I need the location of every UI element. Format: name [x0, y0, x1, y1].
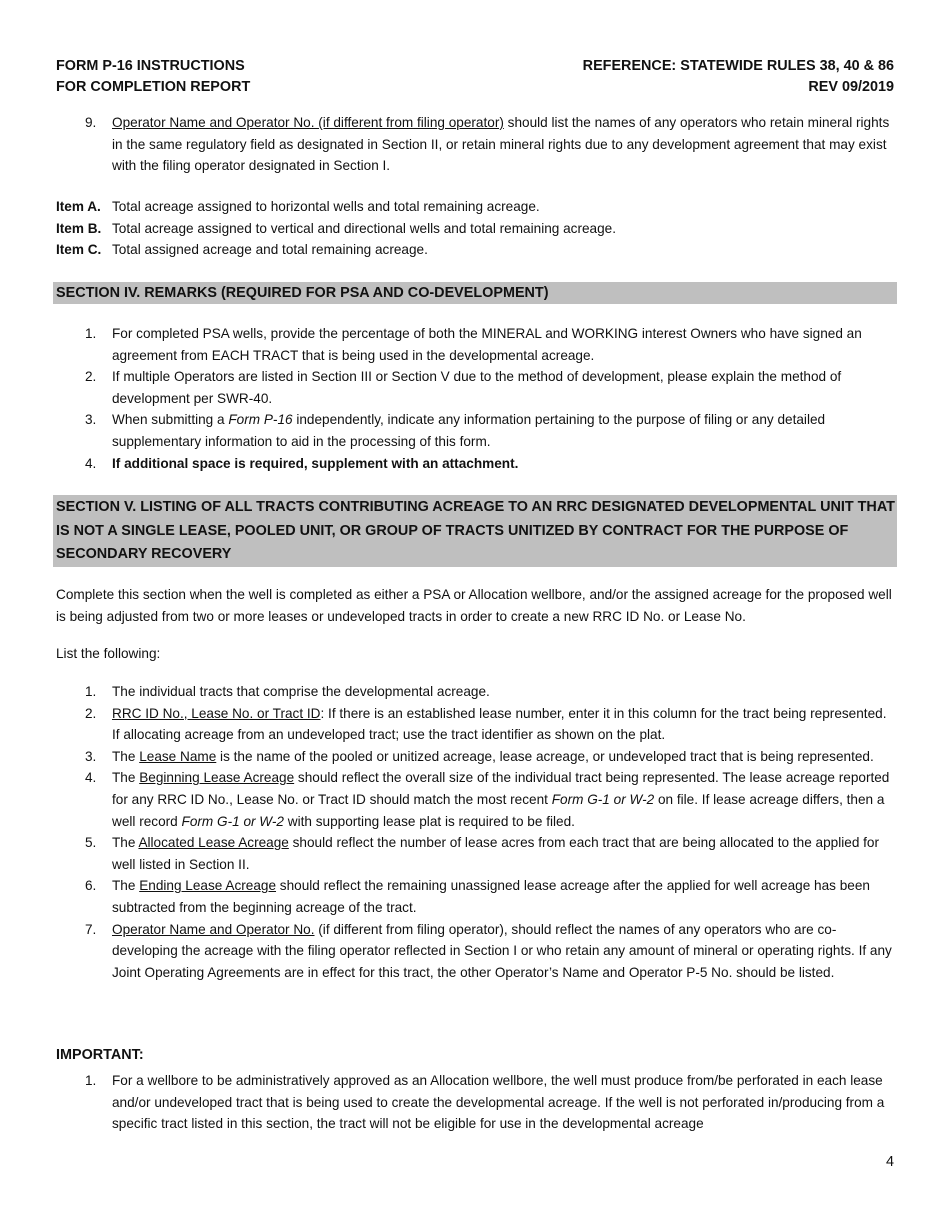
list-intro: List the following: [56, 646, 161, 661]
list-item: 4. The Beginning Lease Acreage should reflect the overall size of the individual tract being represented. The lease acreage reported for any RRC ID No., Lease No. or Tract ID should match the most recent Form G-1 or W-2 on file. If lease acreage differs, then a well record Form G-1 or W-2 with supporting lease plat is required to be filed. [85, 770, 890, 829]
section-iv-list [56, 323, 894, 474]
list-item: 4. If additional space is required, supplement with an attachment. [85, 455, 519, 471]
list-item: 5. The Allocated Lease Acreage should reflect the number of lease acres from each tract that are being allocated to the applied for well listed in Section II. [85, 835, 880, 872]
important-list [56, 1070, 894, 1135]
section-v-intro: Complete this section when the well is completed as either a PSA or Allocation wellbore, and/or the assigned acreage for the proposed well is being adjusted from two or more leases or undeveloped tracts in order to create a new RRC ID No. or Lease No. [56, 587, 892, 624]
item-9: 9. Operator Name and Operator No. (if different from filing operator) should list the names of any operators who retain mineral rights in the same regulatory field as designated in Section II, or retain mineral rights due to any development agreement that may exist with the filing operator designated in Section I. [85, 115, 890, 174]
form-title: FORM P-16 INSTRUCTIONS FOR COMPLETION REPORT [56, 58, 251, 95]
section-v-list [56, 681, 894, 983]
document-page [56, 0, 894, 1230]
section-v-heading: SECTION V. LISTING OF ALL TRACTS CONTRIBUTING ACREAGE TO AN RRC DESIGNATED DEVELOPMENTAL UNIT THAT IS NOT A SINGLE LEASE, POOLED UNIT, OR GROUP OF TRACTS UNITIZED BY CONTRACT FOR THE PURPOSE OF SECONDARY RECOVERY [53, 495, 897, 567]
list-item: 1. For a wellbore to be administratively approved as an Allocation wellbore, the well must produce from/be perforated in each lease and/or undeveloped tract that is being used to create the developmental acreage. If the well is not perforated in/producing from a specific tract listed in this section, the tract will not be eligible for use in the developmental acreage [85, 1073, 885, 1132]
section-iv-heading: SECTION IV. REMARKS (REQUIRED FOR PSA AND CO-DEVELOPMENT) [53, 282, 897, 304]
important-heading: IMPORTANT: [56, 1047, 144, 1063]
list-item: 6. The Ending Lease Acreage should reflect the remaining unassigned lease acreage after the applied for well acreage has been subtracted from the beginning acreage of the tract. [85, 878, 870, 915]
item-c: Item C. Total assigned acreage and total remaining acreage. [56, 242, 428, 258]
list-item: 2. If multiple Operators are listed in Section III or Section V due to the method of development, please explain the method of development per SWR-40. [85, 369, 842, 406]
list-item: 1. For completed PSA wells, provide the percentage of both the MINERAL and WORKING interest Owners who have signed an agreement from EACH TRACT that is being used in the developmental acreage. [85, 326, 862, 363]
item-b: Item B. Total acreage assigned to vertical and directional wells and total remaining acreage. [56, 220, 617, 236]
list-item: 7. Operator Name and Operator No. (if different from filing operator), should reflect the names of any operators who are co-developing the acreage with the filing operator reflected in Section I or who retain any amount of mineral or operating rights. If any Joint Operating Agreements are in effect for this tract, the other Operator’s Name and Operator P-5 No. should be listed. [85, 921, 892, 980]
list-item: 2. RRC ID No., Lease No. or Tract ID: If there is an established lease number, enter it in this column for the tract being represented. If allocating acreage from an undeveloped tract; use the tract identifier as shown on the plat. [85, 705, 887, 743]
page-number: 4 [885, 1154, 894, 1170]
acreage-items [56, 196, 894, 261]
list-item: 3. When submitting a Form P-16 independently, indicate any information pertaining to the purpose of filing or any detailed supplementary information to aid in the processing of this form. [85, 412, 826, 449]
list-item: 3. The Lease Name is the name of the pooled or unitized acreage, lease acreage, or undeveloped tract that is being represented. [85, 748, 874, 764]
reference-info: REFERENCE: STATEWIDE RULES 38, 40 & 86 REV 09/2019 [582, 58, 894, 95]
item-a: Item A. Total acreage assigned to horizontal wells and total remaining acreage. [56, 199, 540, 214]
list-item: 1. The individual tracts that comprise the developmental acreage. [85, 684, 490, 699]
